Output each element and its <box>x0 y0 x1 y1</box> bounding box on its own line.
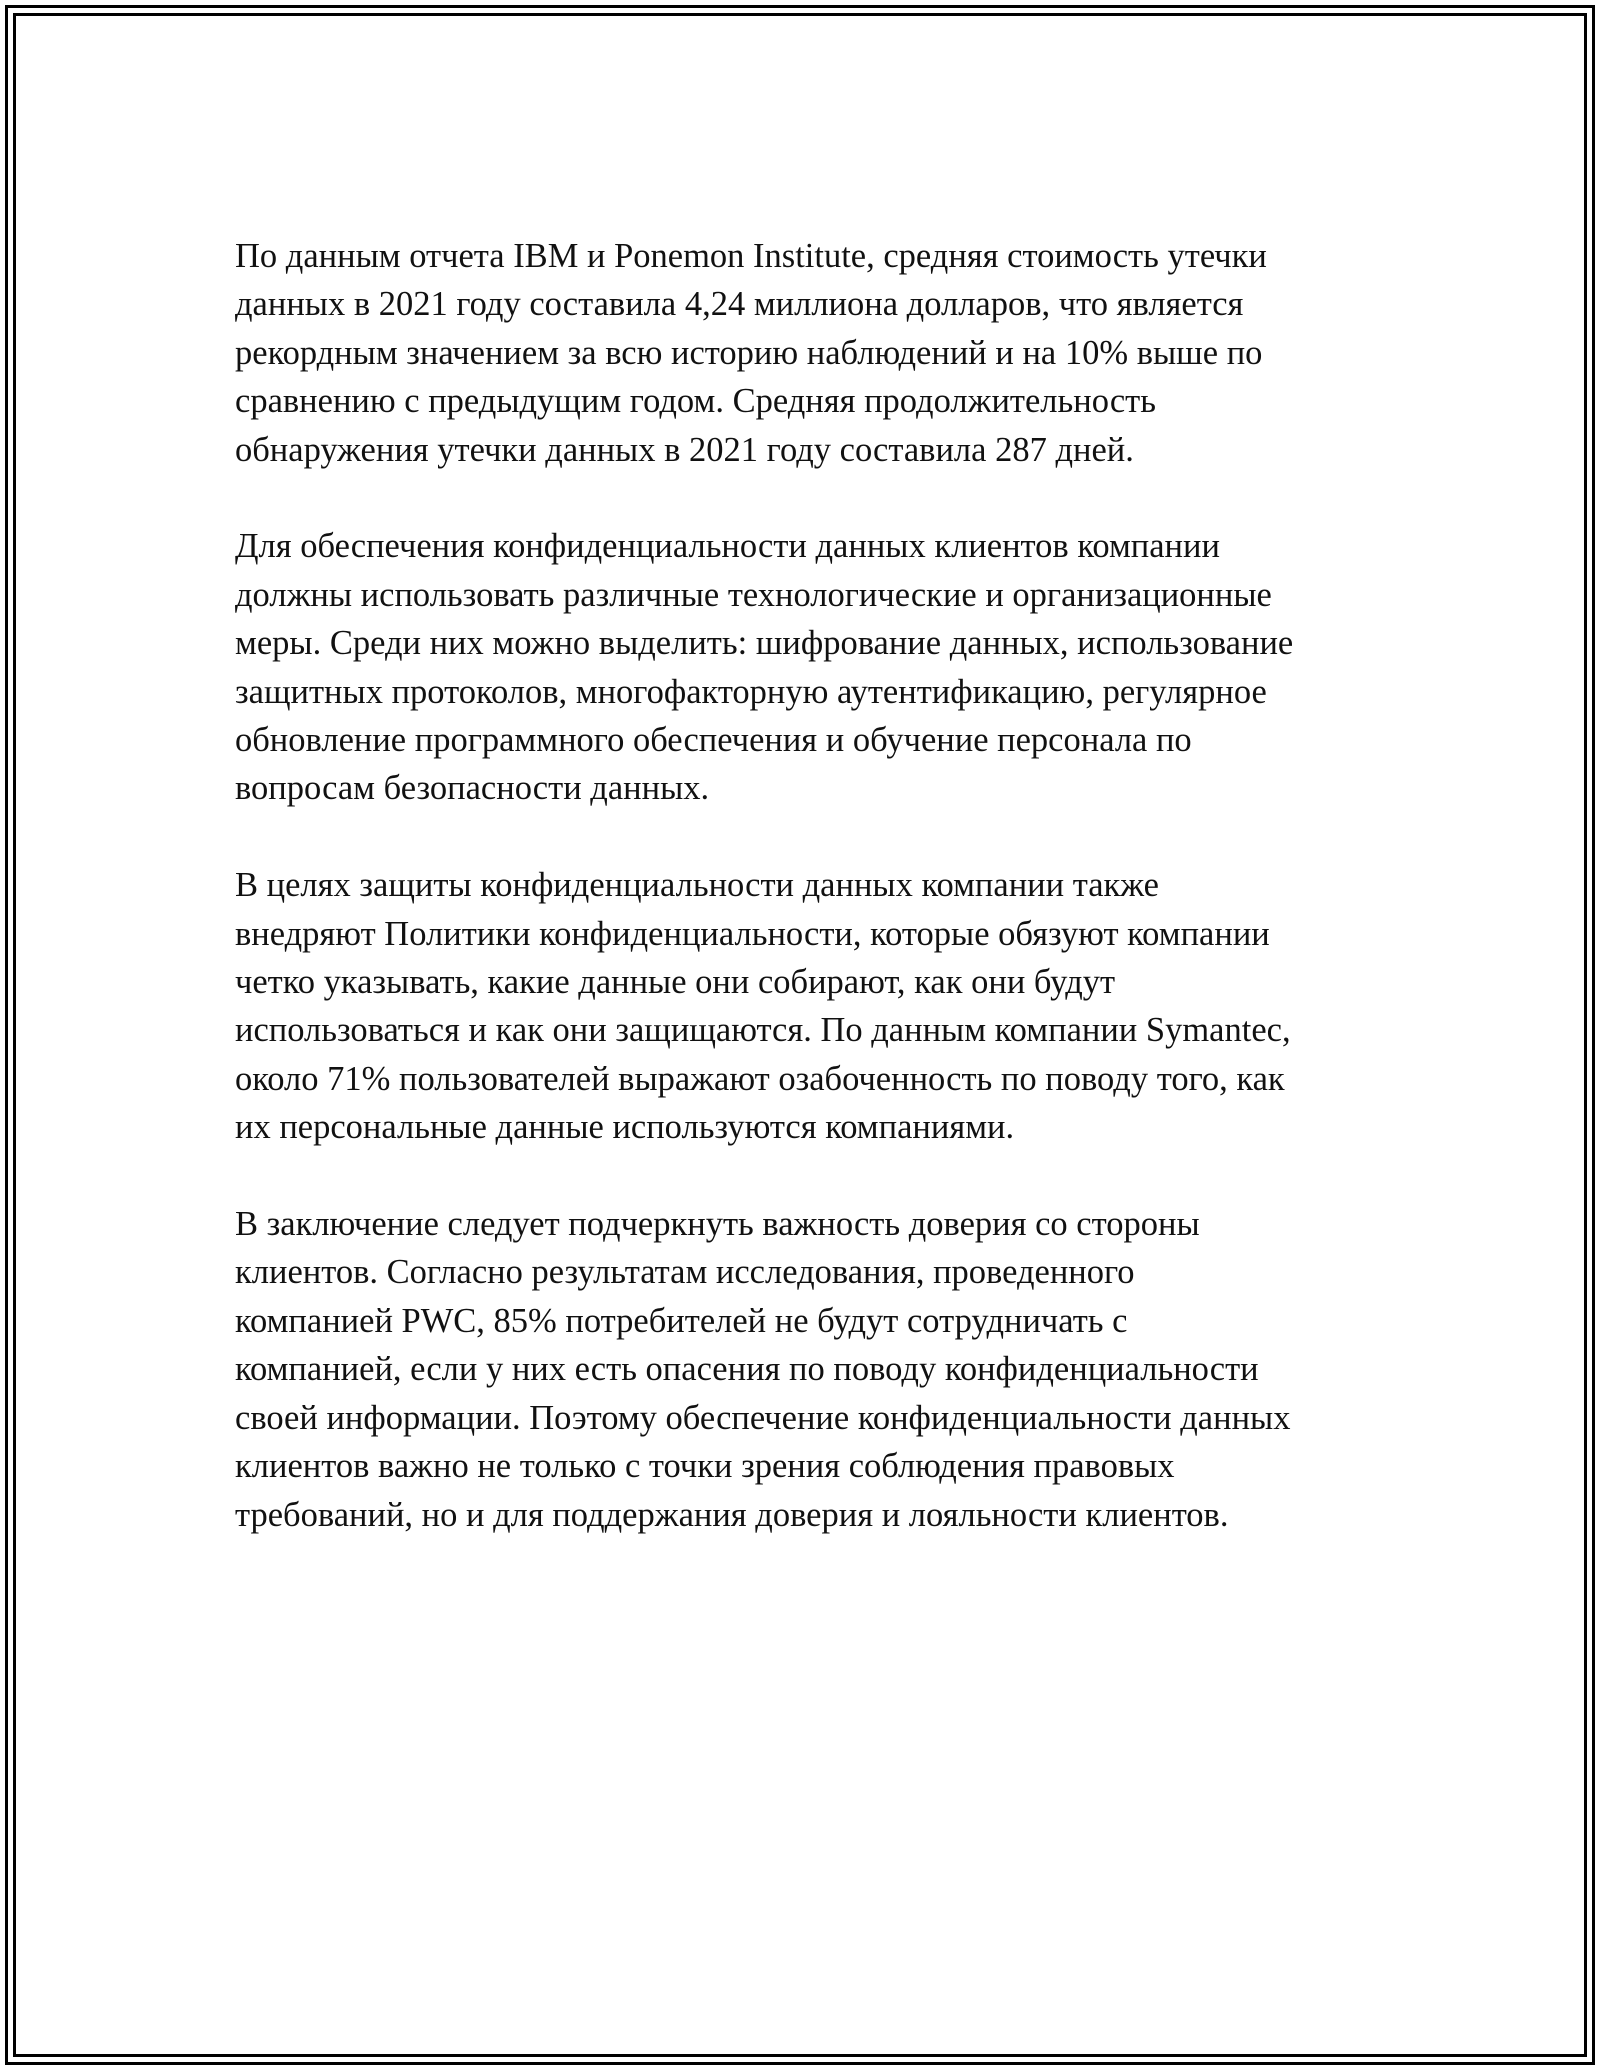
text-line: данных в 2021 году составила 4,24 миллиона долларов, что является <box>235 285 1244 324</box>
text-line: меры. Среди них можно выделить: шифрование данных, использование <box>235 624 1294 663</box>
text-line: В заключение следует подчеркнуть важность доверия со стороны <box>235 1205 1200 1244</box>
text-line: около 71% пользователей выражают озабоченность по поводу того, как <box>235 1059 1285 1098</box>
text-line: компанией, если у них есть опасения по поводу конфиденциальности <box>235 1350 1259 1389</box>
paragraph-data-breach-cost <box>235 232 1395 474</box>
text-line: должны использовать различные технологические и организационные <box>235 575 1272 614</box>
text-line: требований, но и для поддержания доверия и лояльности клиентов. <box>235 1495 1229 1534</box>
text-line: Для обеспечения конфиденциальности данных клиентов компании <box>235 527 1220 566</box>
text-line: клиентов важно не только с точки зрения соблюдения правовых <box>235 1447 1175 1486</box>
paragraph-conclusion <box>235 1200 1395 1539</box>
text-line: компанией PWC, 85% потребителей не будут сотрудничать с <box>235 1301 1128 1340</box>
text-line: обнаружения утечки данных в 2021 году составила 287 дней. <box>235 430 1134 469</box>
text-line: своей информации. Поэтому обеспечение конфиденциальности данных <box>235 1398 1291 1437</box>
text-line: клиентов. Согласно результатам исследования, проведенного <box>235 1253 1135 1292</box>
paragraph-privacy-policies <box>235 861 1395 1151</box>
text-line: сравнению с предыдущим годом. Средняя продолжительность <box>235 382 1156 421</box>
text-line: использоваться и как они защищаются. По данным компании Symantec, <box>235 1011 1291 1050</box>
document-body <box>235 232 1395 1587</box>
text-line: внедряют Политики конфиденциальности, которые обязуют компании <box>235 914 1270 953</box>
text-line: вопросам безопасности данных. <box>235 769 710 808</box>
paragraph-security-measures <box>235 522 1395 812</box>
text-line: По данным отчета IBM и Ponemon Institute, средняя стоимость утечки <box>235 237 1267 275</box>
text-line: защитных протоколов, многофакторную аутентификацию, регулярное <box>235 672 1267 711</box>
text-line: четко указывать, какие данные они собирают, как они будут <box>235 963 1116 1002</box>
text-line: их персональные данные используются компаниями. <box>235 1108 1015 1147</box>
text-line: В целях защиты конфиденциальности данных компании также <box>235 866 1159 905</box>
text-line: обновление программного обеспечения и обучение персонала по <box>235 721 1192 760</box>
text-line: рекордным значением за всю историю наблюдений и на 10% выше по <box>235 333 1263 372</box>
